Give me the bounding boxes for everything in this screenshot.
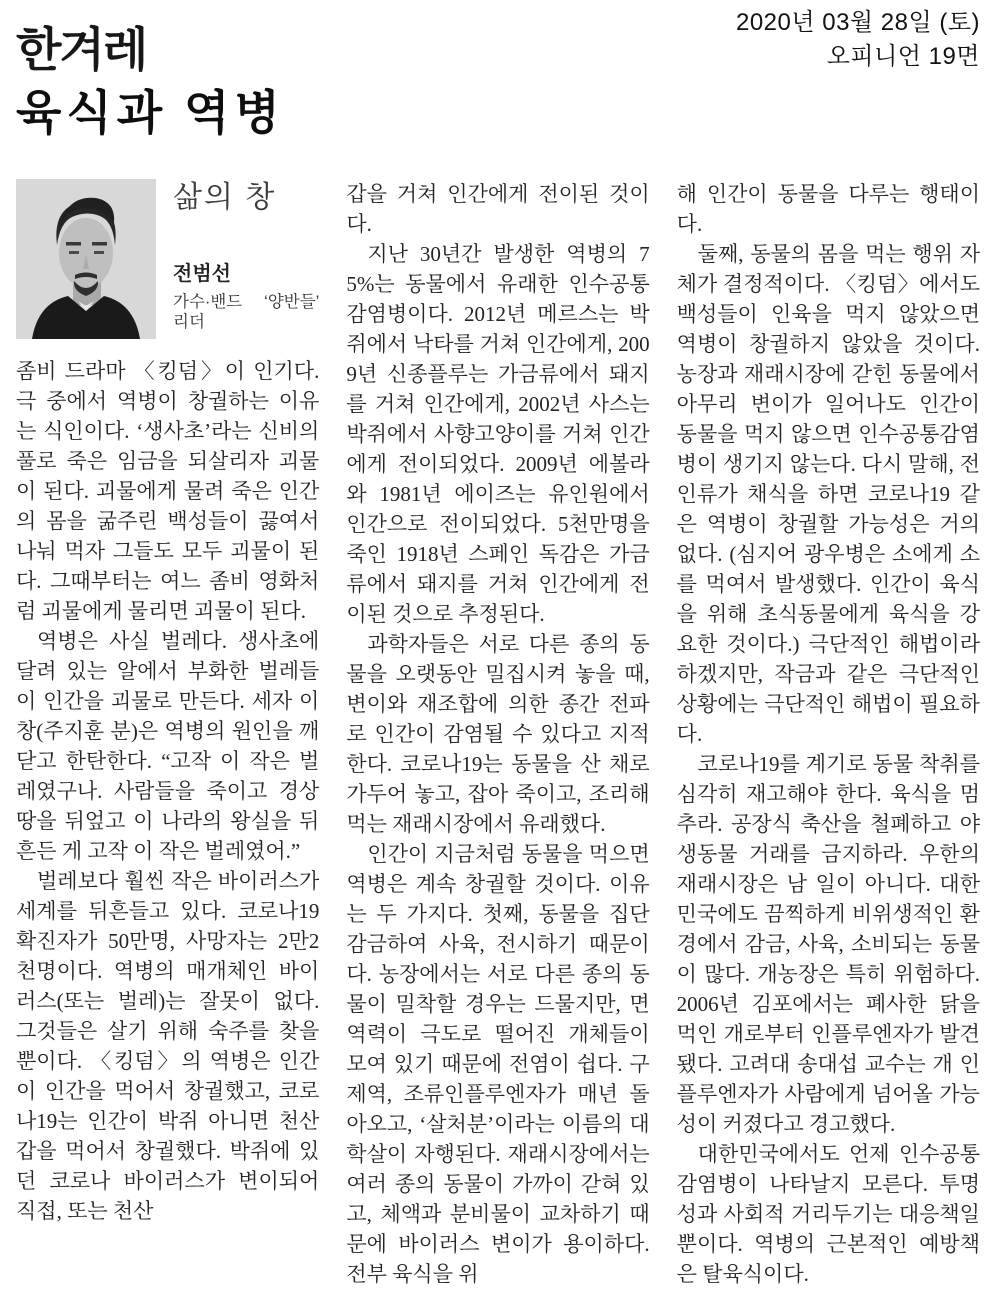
- portrait-illustration: [16, 179, 156, 339]
- column-name: 삶의 창: [173, 180, 277, 214]
- paragraph: 좀비 드라마 〈킹덤〉이 인기다. 극 중에서 역병이 창궐하는 이유는 식인이다. ‘생사초’라는 신비의 풀로 죽은 임금을 되살리자 괴물이 된다. 괴물에게 물려 죽은 인간의 몸을 굶주린 백성들이 끓여서 나눠 먹자 그들도 모두 괴물이 된다. 그때부터는 여느 좀비 영화처럼 괴물에게 물리면 괴물이 된다.: [16, 358, 320, 623]
- paragraph: 대한민국에서도 언제 인수공통감염병이 나타날지 모른다. 투명성과 사회적 거리두기는 대응책일 뿐이다. 역병의 근본적인 예방책은 탈육식이다.: [676, 1141, 980, 1286]
- article-column-3: [677, 179, 980, 1289]
- publication-date: 2020년 03월 28일 (토): [735, 9, 980, 36]
- author-card: [16, 179, 319, 341]
- paragraph-continuation: 갑을 거쳐 인간에게 전이된 것이다.: [346, 181, 650, 236]
- masthead-logo: 한겨레: [16, 23, 147, 76]
- article-headline: 육식과 역병: [16, 88, 285, 140]
- author-title: 가수·밴드 ‘양반들’ 리더: [173, 293, 320, 331]
- article-column-1: [16, 179, 319, 1289]
- paragraph: 벌레보다 훨씬 작은 바이러스가 세계를 뒤흔들고 있다. 코로나19 확진자가 50만명, 사망자는 2만2천명이다. 역병의 매개체인 바이러스(또는 벌레)는 잘못이 없다. 그것들은 살기 위해 숙주를 찾을 뿐이다. 〈킹덤〉의 역병은 인간이 인간을 먹어서 창궐했고, 코로나19는 인간이 박쥐 아니면 천산갑을 먹어서 창궐했다. 박쥐에 있던 코로나 바이러스가 변이되어 직접, 또는 천산: [16, 868, 320, 1223]
- section-page-label: 오피니언 19면: [826, 43, 980, 70]
- date-block: [736, 6, 980, 74]
- author-info: [173, 179, 319, 341]
- paragraph: 역병은 사실 벌레다. 생사초에 달려 있는 알에서 부화한 벌레들이 인간을 괴물로 만든다. 세자 이창(주지훈 분)은 역병의 원인을 깨닫고 한탄한다. “고작 이 작은 벌레였구나. 사람들을 죽이고 경상 땅을 뒤엎고 이 나라의 왕실을 뒤흔든 게 고작 이 작은 벌레였어.”: [16, 628, 320, 863]
- article-body: [16, 179, 980, 1289]
- paragraph: 코로나19를 계기로 동물 착취를 심각히 재고해야 한다. 육식을 멈추라. 공장식 축산을 철폐하고 야생동물 거래를 금지하라. 우한의 재래시장은 남 일이 아니다. 대한민국에도 끔찍하게 비위생적인 환경에서 감금, 사육, 소비되는 동물이 많다. 개농장은 특히 위험하다. 2006년 김포에서는 폐사한 닭을 먹인 개로부터 인플루엔자가 발견됐다. 고려대 송대섭 교수는 개 인플루엔자가 사람에게 넘어올 가능성이 커졌다고 경고했다.: [676, 751, 980, 1136]
- paragraph: 인간이 지금처럼 동물을 먹으면 역병은 계속 창궐할 것이다. 이유는 두 가지다. 첫째, 동물을 집단 감금하여 사육, 전시하기 때문이다. 농장에서는 서로 다른 종의 동물이 밀착할 경우는 드물지만, 면역력이 극도로 떨어진 개체들이 모여 있기 때문에 전염이 쉽다. 구제역, 조류인플루엔자가 매년 돌아오고, ‘살처분’이라는 이름의 대학살이 자행된다. 재래시장에서는 여러 종의 동물이 가까이 갇혀 있고, 체액과 분비물이 교차하기 때문에 바이러스 변이가 용이하다. 전부 육식을 위: [346, 841, 650, 1286]
- author-photo: [16, 179, 156, 339]
- article-column-2: [346, 179, 649, 1289]
- paragraph: 둘째, 동물의 몸을 먹는 행위 자체가 결정적이다. 〈킹덤〉에서도 백성들이 인육을 먹지 않았으면 역병이 창궐하지 않았을 것이다. 농장과 재래시장에 갇힌 동물에서 아무리 변이가 일어나도 인간이 동물을 먹지 않으면 인수공통감염병이 생기지 않는다. 다시 말해, 전 인류가 채식을 하면 코로나19 같은 역병이 창궐할 가능성은 거의 없다. (심지어 광우병은 소에게 소를 먹여서 발생했다. 인간이 육식을 위해 초식동물에게 육식을 강요한 것이다.) 극단적인 해법이라 하겠지만, 작금과 같은 극단적인 상황에는 극단적인 해법이 필요하다.: [676, 241, 980, 746]
- paragraph: 과학자들은 서로 다른 종의 동물을 오랫동안 밀집시켜 놓을 때, 변이와 재조합에 의한 종간 전파로 인간이 감염될 수 있다고 지적한다. 코로나19는 동물을 산 채로 가두어 놓고, 잡아 죽이고, 조리해 먹는 재래시장에서 유래했다.: [346, 631, 650, 836]
- paragraph: 지난 30년간 발생한 역병의 75%는 동물에서 유래한 인수공통감염병이다. 2012년 메르스는 박쥐에서 낙타를 거쳐 인간에게, 2009년 신종플루는 가금류에서 돼지를 거쳐 인간에게, 2002년 사스는 박쥐에서 사향고양이를 거쳐 인간에게 전이되었다. 2009년 에볼라와 1981년 에이즈는 유인원에서 인간으로 전이되었다. 5천만명을 죽인 1918년 스페인 독감은 가금류에서 돼지를 거쳐 인간에게 전이된 것으로 추정된다.: [346, 241, 650, 626]
- paragraph-continuation: 해 인간이 동물을 다루는 행태이다.: [676, 181, 980, 236]
- author-name: 전범선: [173, 263, 231, 286]
